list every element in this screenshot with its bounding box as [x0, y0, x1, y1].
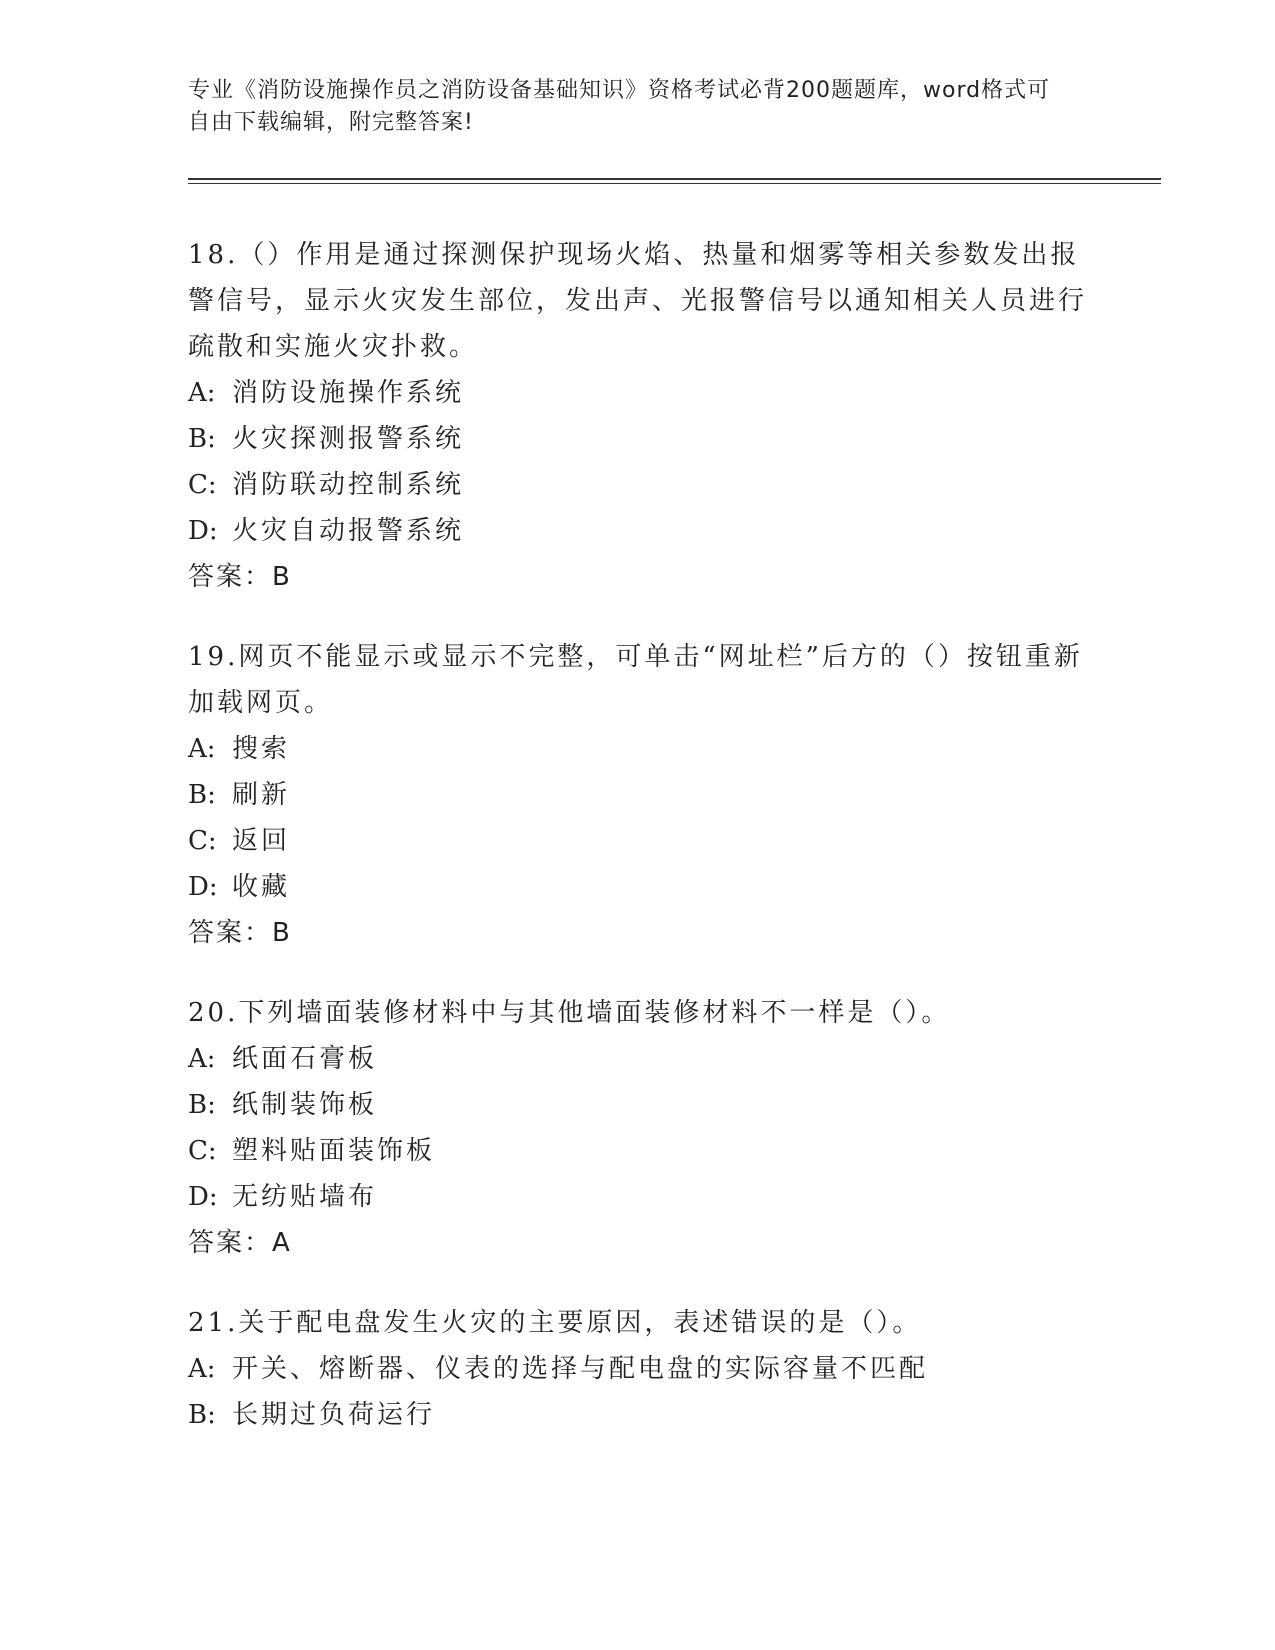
option-a [188, 1346, 1088, 1392]
option-d [188, 1174, 1088, 1220]
option-key: B: [188, 780, 216, 810]
question-text: 18.（）作用是通过探测保护现场火焰、热量和烟雾等相关参数发出报警信号，显示火灾发生部位，发出声、光报警信号以通知相关人员进行疏散和实施火灾扑救。 [188, 240, 1088, 362]
answer-value: B [272, 562, 290, 592]
option-text: 收藏 [232, 872, 291, 902]
option-d [188, 508, 1088, 554]
answer-line [188, 554, 1088, 600]
option-a [188, 370, 1088, 416]
option-d [188, 864, 1088, 910]
option-key: A: [188, 1044, 216, 1074]
option-text: 塑料贴面装饰板 [232, 1136, 436, 1166]
option-key: C: [188, 1136, 217, 1166]
question-text: 21.关于配电盘发生火灾的主要原因，表述错误的是（）。 [188, 1308, 922, 1338]
question-text: 20.下列墙面装修材料中与其他墙面装修材料不一样是（）。 [188, 998, 951, 1028]
option-key: D: [188, 872, 218, 902]
option-text: 开关、熔断器、仪表的选择与配电盘的实际容量不匹配 [232, 1354, 929, 1384]
option-c [188, 462, 1088, 508]
header-divider-thin [188, 183, 1161, 184]
option-key: C: [188, 470, 217, 500]
question-list [188, 232, 1088, 1472]
option-text: 长期过负荷运行 [232, 1400, 436, 1430]
option-text: 纸制装饰板 [232, 1090, 378, 1120]
option-text: 纸面石膏板 [232, 1044, 378, 1074]
option-text: 消防设施操作系统 [232, 378, 465, 408]
option-a [188, 1036, 1088, 1082]
answer-value: B [272, 918, 290, 948]
option-b [188, 1392, 1088, 1438]
question-20 [188, 990, 1088, 1266]
option-key: D: [188, 1182, 218, 1212]
option-key: D: [188, 516, 218, 546]
answer-label: 答案： [188, 562, 273, 592]
option-key: B: [188, 1090, 216, 1120]
option-a [188, 726, 1088, 772]
option-c [188, 1128, 1088, 1174]
answer-value: A [272, 1228, 290, 1258]
question-21 [188, 1300, 1088, 1438]
option-key: A: [188, 378, 216, 408]
option-text: 返回 [232, 826, 291, 856]
header-divider-thick [188, 178, 1161, 180]
option-text: 搜索 [232, 734, 291, 764]
option-text: 刷新 [232, 780, 291, 810]
document-header: 专业《消防设施操作员之消防设备基础知识》资格考试必背200题题库，word格式可自由下载编辑，附完整答案! [188, 78, 1051, 135]
option-key: A: [188, 734, 216, 764]
answer-label: 答案： [188, 1228, 273, 1258]
answer-line [188, 1220, 1088, 1266]
question-19 [188, 634, 1088, 956]
option-text: 火灾探测报警系统 [232, 424, 465, 454]
answer-label: 答案： [188, 918, 273, 948]
option-key: B: [188, 424, 216, 454]
option-text: 无纺贴墙布 [232, 1182, 378, 1212]
option-b [188, 416, 1088, 462]
answer-line [188, 910, 1088, 956]
option-b [188, 1082, 1088, 1128]
option-text: 火灾自动报警系统 [232, 516, 465, 546]
question-18 [188, 232, 1088, 600]
question-text: 19.网页不能显示或显示不完整，可单击“网址栏”后方的（）按钮重新加载网页。 [188, 642, 1083, 718]
option-b [188, 772, 1088, 818]
option-key: A: [188, 1354, 216, 1384]
option-key: B: [188, 1400, 216, 1430]
option-text: 消防联动控制系统 [232, 470, 465, 500]
option-key: C: [188, 826, 217, 856]
option-c [188, 818, 1088, 864]
